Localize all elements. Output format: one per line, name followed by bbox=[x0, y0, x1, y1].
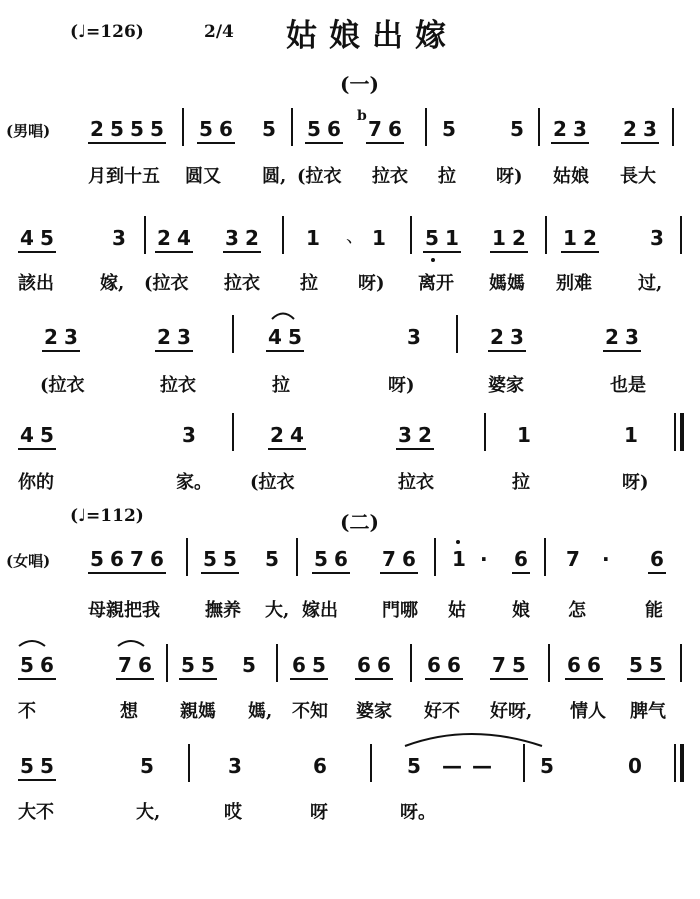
note: 5 bbox=[629, 653, 643, 677]
lyric: (拉衣 bbox=[144, 273, 189, 294]
note: 5 bbox=[314, 547, 328, 571]
note: 2 bbox=[90, 117, 104, 141]
female-singer-label: (女唱) bbox=[6, 552, 51, 570]
note: 6 bbox=[40, 653, 54, 677]
note: 5 bbox=[150, 117, 164, 141]
note: 6 bbox=[388, 117, 402, 141]
note: 3 bbox=[225, 226, 239, 250]
lyric: 能 bbox=[645, 600, 663, 621]
note: 3 bbox=[510, 325, 524, 349]
note: 5 bbox=[110, 117, 124, 141]
note: 3 bbox=[64, 325, 78, 349]
note: 6 bbox=[650, 547, 664, 571]
lyric: 好呀, bbox=[490, 701, 533, 722]
lyric: 呀) bbox=[358, 273, 385, 294]
lyric: 呀) bbox=[496, 166, 523, 187]
lyric: 親媽 bbox=[180, 701, 216, 722]
note: 6 bbox=[219, 117, 233, 141]
note: 2 bbox=[270, 423, 284, 447]
lyric: 你的 bbox=[18, 472, 54, 493]
lyric: 脾气 bbox=[630, 701, 666, 722]
note: 5 bbox=[90, 547, 104, 571]
note: 7 bbox=[566, 547, 580, 571]
lyric: 撫养 bbox=[205, 600, 241, 621]
song-title: 姑娘出嫁 bbox=[286, 18, 458, 54]
note: 3 bbox=[650, 226, 664, 250]
lyric: 門哪 bbox=[382, 600, 418, 621]
lyric: 拉衣 bbox=[224, 273, 260, 294]
section-2-heading: (二) bbox=[340, 510, 379, 534]
note: 5 bbox=[442, 117, 456, 141]
lyric: 長大 bbox=[620, 166, 656, 187]
lyric: 不知 bbox=[292, 701, 328, 722]
slur bbox=[19, 641, 45, 646]
lyric: 婆家 bbox=[488, 375, 524, 396]
note: 6 bbox=[567, 653, 581, 677]
tempo-marking: (♩=126) bbox=[70, 22, 144, 42]
lyric: 大, bbox=[265, 600, 290, 621]
lyric: 母親把我 bbox=[88, 600, 160, 621]
note: 4 bbox=[20, 226, 34, 250]
lyric: 拉 bbox=[300, 273, 318, 294]
slur bbox=[118, 641, 144, 646]
note: 5 bbox=[181, 653, 195, 677]
lyric: 該出 bbox=[18, 273, 54, 294]
lyric: 媽媽 bbox=[489, 273, 525, 294]
note: 3 bbox=[112, 226, 126, 250]
note: 2 bbox=[157, 325, 171, 349]
note: 6 bbox=[357, 653, 371, 677]
note: 6 bbox=[427, 653, 441, 677]
note: 5 bbox=[223, 547, 237, 571]
lyric: 哎 bbox=[224, 802, 242, 823]
note: 5 bbox=[425, 226, 439, 250]
lyric: (拉衣 bbox=[297, 166, 342, 187]
note: 6 bbox=[447, 653, 461, 677]
time-signature: 2/4 bbox=[204, 22, 234, 42]
lyric: 别难 bbox=[556, 273, 592, 294]
note: 1 bbox=[445, 226, 459, 250]
note: 2 bbox=[605, 325, 619, 349]
lyric: 圆又 bbox=[185, 166, 221, 187]
lyric: 姑娘 bbox=[553, 166, 589, 187]
note: 3 bbox=[398, 423, 412, 447]
lyric: 想 bbox=[120, 701, 138, 722]
note: 6 bbox=[377, 653, 391, 677]
note: 5 bbox=[203, 547, 217, 571]
lyric: 月到十五 bbox=[88, 166, 160, 187]
note: 7 bbox=[368, 117, 382, 141]
note: 1 bbox=[372, 226, 386, 250]
note: 3 bbox=[573, 117, 587, 141]
note: 2 bbox=[245, 226, 259, 250]
note: 5 bbox=[312, 653, 326, 677]
note: 5 bbox=[512, 653, 526, 677]
lyric: 嫁出 bbox=[302, 600, 338, 621]
note: 5 bbox=[40, 423, 54, 447]
lyric: 嫁, bbox=[100, 273, 125, 294]
male-singer-label: (男唱) bbox=[6, 122, 51, 140]
note: 2 bbox=[512, 226, 526, 250]
lyric: 呀) bbox=[622, 472, 649, 493]
note: 5 bbox=[510, 117, 524, 141]
lyric: 呀 bbox=[310, 802, 328, 823]
note: 6 bbox=[150, 547, 164, 571]
lyric: 离开 bbox=[418, 273, 454, 294]
lyric: 家。 bbox=[176, 472, 212, 493]
note: 6 bbox=[402, 547, 416, 571]
lyric: 圆, bbox=[262, 166, 287, 187]
lyric: 拉 bbox=[512, 472, 530, 493]
lyric: 拉衣 bbox=[160, 375, 196, 396]
note-dot: · bbox=[602, 547, 610, 571]
dash: — bbox=[442, 754, 462, 778]
note: 6 bbox=[138, 653, 152, 677]
note: 2 bbox=[553, 117, 567, 141]
note: 5 bbox=[40, 226, 54, 250]
note: 2 bbox=[418, 423, 432, 447]
note: 7 bbox=[130, 547, 144, 571]
lyric: 好不 bbox=[424, 701, 460, 722]
note: 7 bbox=[118, 653, 132, 677]
note: 3 bbox=[182, 423, 196, 447]
lyric: 娘 bbox=[512, 600, 530, 621]
lyric: 情人 bbox=[570, 701, 606, 722]
breath-mark: 、 bbox=[346, 226, 364, 247]
note: 5 bbox=[40, 754, 54, 778]
note: 1 bbox=[492, 226, 506, 250]
lyric: 大, bbox=[136, 802, 161, 823]
note: 5 bbox=[540, 754, 554, 778]
note: 4 bbox=[20, 423, 34, 447]
note: 1 bbox=[517, 423, 531, 447]
note: 2 bbox=[44, 325, 58, 349]
note: 2 bbox=[157, 226, 171, 250]
note: 5 bbox=[201, 653, 215, 677]
lyric: 婆家 bbox=[356, 701, 392, 722]
note: 1 bbox=[306, 226, 320, 250]
section-1-heading: (一) bbox=[340, 72, 379, 96]
note: 6 bbox=[292, 653, 306, 677]
lyric: 呀) bbox=[388, 375, 415, 396]
note-dot: · bbox=[480, 547, 488, 571]
dash: — bbox=[472, 754, 492, 778]
note: 7 bbox=[492, 653, 506, 677]
note: 5 bbox=[199, 117, 213, 141]
note: 2 bbox=[490, 325, 504, 349]
note: 6 bbox=[587, 653, 601, 677]
note: 1 bbox=[452, 547, 466, 571]
lyric: 拉衣 bbox=[372, 166, 408, 187]
note: 2 bbox=[623, 117, 637, 141]
note: 5 bbox=[20, 754, 34, 778]
lyric: 怎 bbox=[568, 600, 586, 621]
lyric: 过, bbox=[638, 273, 663, 294]
note: 3 bbox=[643, 117, 657, 141]
note: 5 bbox=[140, 754, 154, 778]
note: 3 bbox=[177, 325, 191, 349]
note: 5 bbox=[242, 653, 256, 677]
lyric: (拉衣 bbox=[250, 472, 295, 493]
note: 0 bbox=[628, 754, 642, 778]
note: 2 bbox=[583, 226, 597, 250]
lyric: 大不 bbox=[18, 802, 54, 823]
lyric: 呀。 bbox=[400, 802, 436, 823]
note: 5 bbox=[649, 653, 663, 677]
flat-sign: b bbox=[357, 108, 367, 124]
note: 5 bbox=[20, 653, 34, 677]
lyric: 拉 bbox=[272, 375, 290, 396]
note: 6 bbox=[110, 547, 124, 571]
note: 6 bbox=[334, 547, 348, 571]
lyric: 不 bbox=[18, 701, 36, 722]
note: 3 bbox=[625, 325, 639, 349]
lyric: 也是 bbox=[610, 375, 646, 396]
lyric: 拉衣 bbox=[398, 472, 434, 493]
lyric: 拉 bbox=[438, 166, 456, 187]
note: 6 bbox=[514, 547, 528, 571]
note: 5 bbox=[130, 117, 144, 141]
note: 6 bbox=[313, 754, 327, 778]
note: 1 bbox=[563, 226, 577, 250]
tempo-marking-2: (♩=112) bbox=[70, 506, 144, 526]
note: 3 bbox=[228, 754, 242, 778]
note: 4 bbox=[177, 226, 191, 250]
note: 5 bbox=[288, 325, 302, 349]
tie bbox=[405, 734, 542, 746]
lyric: (拉衣 bbox=[40, 375, 85, 396]
note: 3 bbox=[407, 325, 421, 349]
note: 5 bbox=[407, 754, 421, 778]
lyric: 媽, bbox=[248, 701, 273, 722]
note: 5 bbox=[265, 547, 279, 571]
note: 1 bbox=[624, 423, 638, 447]
note: 7 bbox=[382, 547, 396, 571]
note: 4 bbox=[290, 423, 304, 447]
note: 4 bbox=[268, 325, 282, 349]
slur bbox=[272, 314, 294, 320]
lyric: 姑 bbox=[448, 600, 466, 621]
note: 6 bbox=[327, 117, 341, 141]
note: 5 bbox=[262, 117, 276, 141]
note: 5 bbox=[307, 117, 321, 141]
